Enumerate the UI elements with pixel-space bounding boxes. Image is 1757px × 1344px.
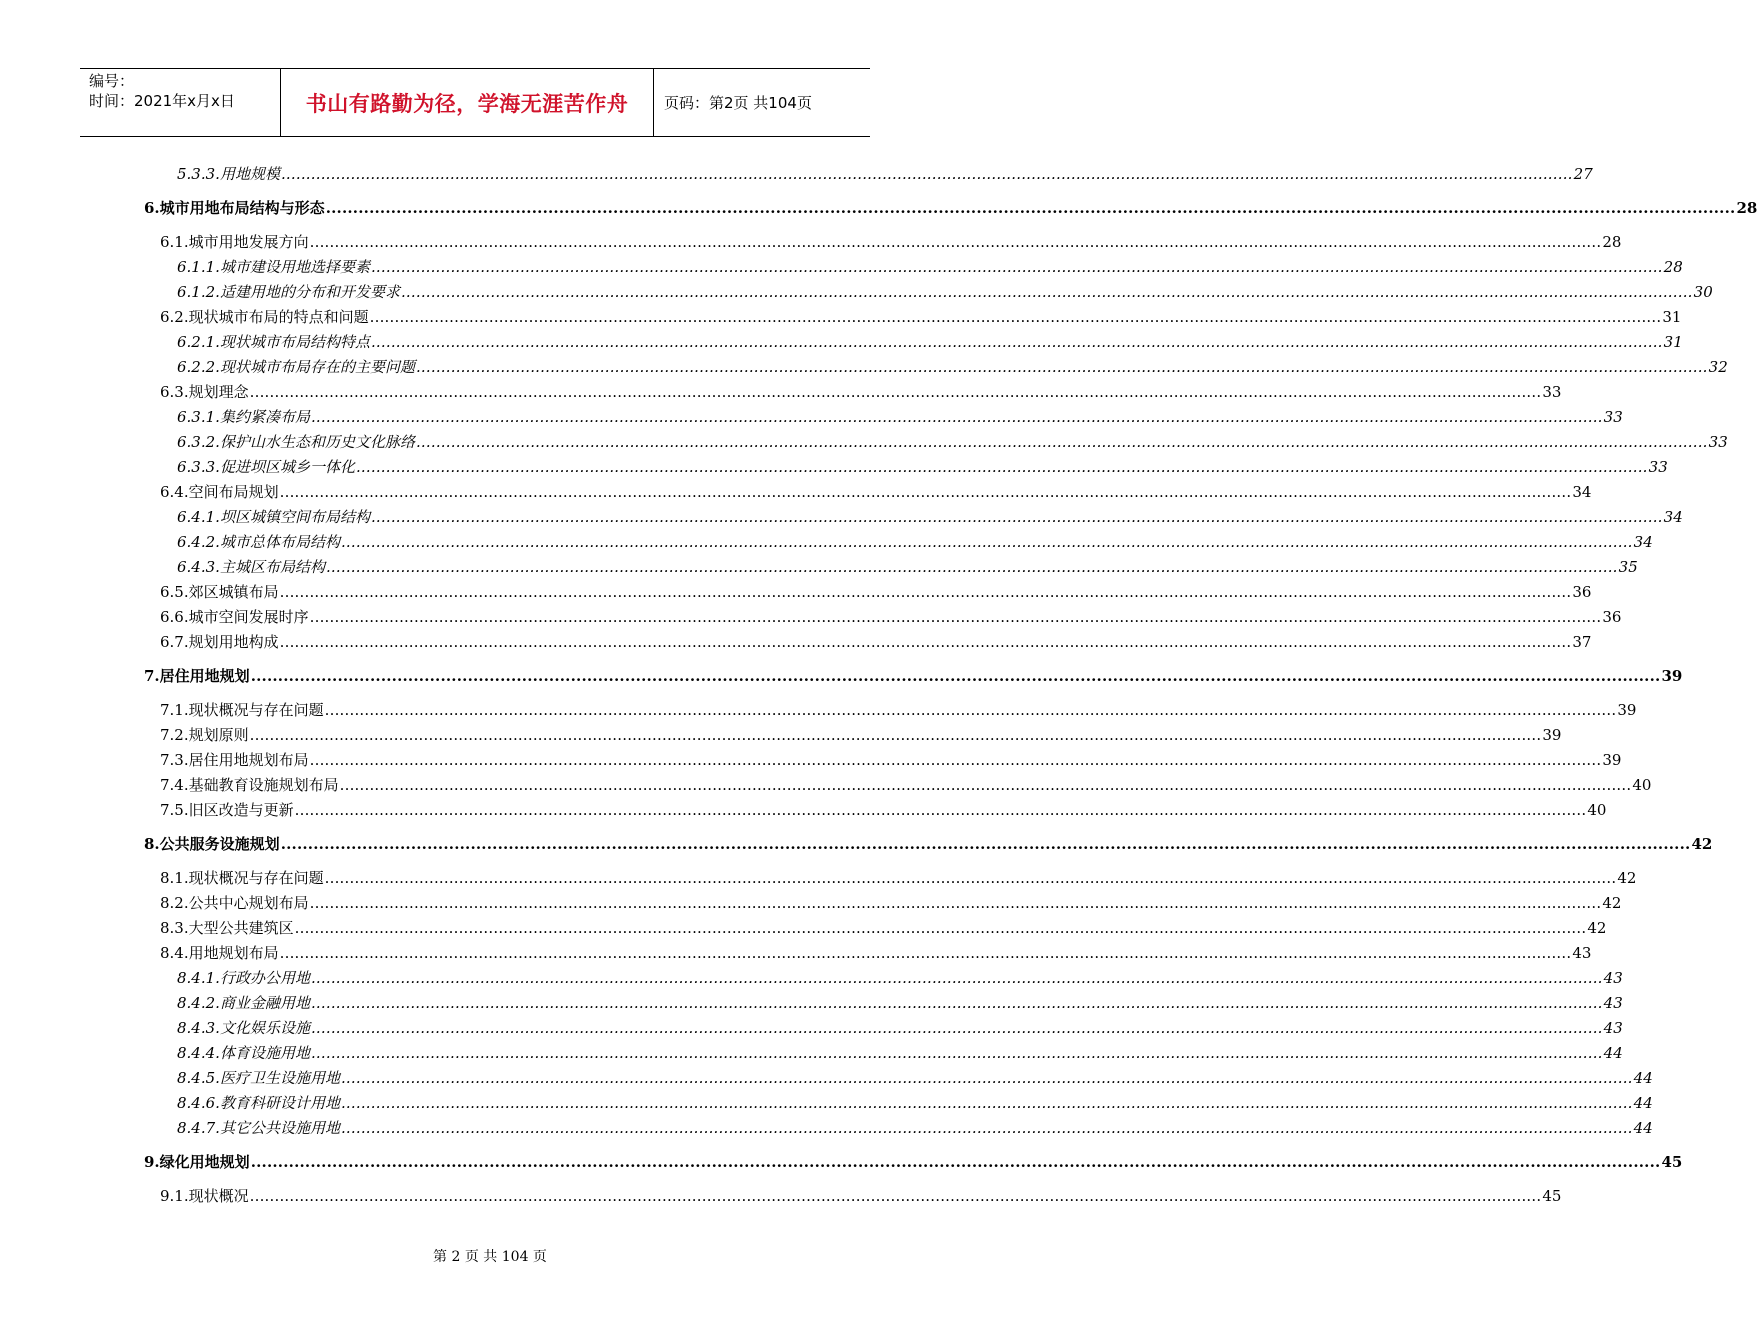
- toc-entry-number: 6.2.2.: [177, 358, 220, 376]
- toc-entry-level-3[interactable]: [177, 507, 1683, 527]
- toc-entry-number: 6.3.1.: [177, 408, 220, 426]
- toc-entry-level-3[interactable]: [177, 532, 1653, 552]
- toc-entry-page: 43: [1572, 944, 1592, 962]
- toc-entry-title: 大型公共建筑区: [188, 919, 294, 937]
- toc-dot-leader: ....................................................................................................................................................................................................................................................................: [324, 701, 1617, 719]
- toc-entry-number: 6.6.: [160, 608, 189, 626]
- toc-entry-level-3[interactable]: [177, 1018, 1623, 1038]
- toc-dot-leader: ....................................................................................................................................................................................................................................................................: [310, 408, 1603, 426]
- toc-entry-title: 郊区城镇布局: [188, 583, 279, 601]
- toc-dot-leader: ....................................................................................................................................................................................................................................................................: [310, 994, 1603, 1012]
- toc-entry-number: 7.2.: [160, 726, 189, 744]
- toc-entry-level-3[interactable]: [177, 993, 1623, 1013]
- toc-entry-number: 6.5.: [160, 583, 189, 601]
- toc-entry-title: 其它公共设施用地: [219, 1119, 340, 1137]
- toc-entry-title: 医疗卫生设施用地: [219, 1069, 340, 1087]
- toc-entry-number: 8.4.: [160, 944, 189, 962]
- toc-entry-level-2[interactable]: [160, 725, 1562, 745]
- toc-entry-title: 公共服务设施规划: [159, 835, 280, 853]
- toc-dot-leader: ....................................................................................................................................................................................................................................................................: [249, 383, 1542, 401]
- toc-dot-leader: ....................................................................................................................................................................................................................................................................: [294, 801, 1587, 819]
- toc-entry-level-3[interactable]: [177, 332, 1683, 352]
- toc-entry-number: 7.: [144, 667, 160, 685]
- toc-entry-number: 6.1.: [160, 233, 189, 251]
- toc-dot-leader: ....................................................................................................................................................................................................................................................................: [415, 433, 1708, 451]
- toc-entry-page: 42: [1587, 919, 1607, 937]
- toc-dot-leader: ....................................................................................................................................................................................................................................................................: [249, 1187, 1542, 1205]
- toc-entry-level-2[interactable]: [160, 382, 1562, 402]
- toc-dot-leader: ....................................................................................................................................................................................................................................................................: [340, 1119, 1633, 1137]
- toc-entry-page: 42: [1617, 869, 1637, 887]
- toc-dot-leader: ....................................................................................................................................................................................................................................................................: [370, 508, 1663, 526]
- toc-dot-leader: ....................................................................................................................................................................................................................................................................: [369, 308, 1662, 326]
- toc-dot-leader: ....................................................................................................................................................................................................................................................................: [340, 1069, 1633, 1087]
- toc-entry-title: 现状城市布局存在的主要问题: [219, 358, 415, 376]
- toc-dot-leader: ....................................................................................................................................................................................................................................................................: [310, 969, 1603, 987]
- toc-entry-title: 用地规划布局: [188, 944, 279, 962]
- toc-entry-number: 8.1.: [160, 869, 189, 887]
- toc-entry-level-2[interactable]: [160, 893, 1622, 913]
- toc-entry-page: 39: [1542, 726, 1562, 744]
- toc-entry-number: 7.5.: [160, 801, 189, 819]
- toc-dot-leader: ....................................................................................................................................................................................................................................................................: [310, 1044, 1603, 1062]
- toc-entry-page: 42: [1602, 894, 1622, 912]
- toc-entry-page: 28: [1602, 233, 1622, 251]
- toc-entry-title: 文化娱乐设施: [219, 1019, 310, 1037]
- toc-entry-page: 27: [1573, 165, 1593, 183]
- toc-entry-title: 行政办公用地: [219, 969, 310, 987]
- toc-entry-number: 6.4.3.: [177, 558, 220, 576]
- toc-dot-leader: ....................................................................................................................................................................................................................................................................: [355, 458, 1648, 476]
- toc-entry-page: 44: [1633, 1094, 1653, 1112]
- toc-entry-level-3[interactable]: [177, 1043, 1623, 1063]
- toc-entry-number: 8.: [144, 835, 160, 853]
- toc-entry-page: 36: [1602, 608, 1622, 626]
- toc-entry-number: 6.3.3.: [177, 458, 220, 476]
- toc-entry-number: 8.4.1.: [177, 969, 220, 987]
- toc-entry-page: 45: [1542, 1187, 1562, 1205]
- toc-dot-leader: ....................................................................................................................................................................................................................................................................: [279, 483, 1572, 501]
- toc-entry-page: 34: [1633, 533, 1653, 551]
- toc-dot-leader: ....................................................................................................................................................................................................................................................................: [324, 869, 1617, 887]
- toc-entry-level-3[interactable]: [177, 1118, 1653, 1138]
- toc-dot-leader: ....................................................................................................................................................................................................................................................................: [249, 726, 1542, 744]
- toc-entry-page: 35: [1618, 558, 1638, 576]
- toc-entry-number: 8.2.: [160, 894, 189, 912]
- toc-entry-number: 6.4.: [160, 483, 189, 501]
- toc-entry-number: 6.1.2.: [177, 283, 220, 301]
- toc-entry-number: 8.4.3.: [177, 1019, 220, 1037]
- toc-dot-leader: ....................................................................................................................................................................................................................................................................: [325, 558, 1618, 576]
- toc-entry-level-3[interactable]: [177, 457, 1668, 477]
- toc-entry-title: 适建用地的分布和开发要求: [219, 283, 400, 301]
- toc-entry-title: 旧区改造与更新: [188, 801, 294, 819]
- toc-entry-title: 保护山水生态和历史文化脉络: [219, 433, 415, 451]
- toc-entry-number: 6.4.2.: [177, 533, 220, 551]
- toc-entry-title: 规划原则: [188, 726, 249, 744]
- toc-entry-title: 现状城市布局结构特点: [219, 333, 370, 351]
- toc-entry-number: 8.4.5.: [177, 1069, 220, 1087]
- toc-entry-title: 城市用地布局结构与形态: [159, 199, 325, 217]
- toc-entry-number: 7.4.: [160, 776, 189, 794]
- toc-dot-leader: ....................................................................................................................................................................................................................................................................: [370, 333, 1663, 351]
- toc-entry-page: 33: [1542, 383, 1562, 401]
- toc-dot-leader: ....................................................................................................................................................................................................................................................................: [339, 776, 1632, 794]
- toc-entry-number: 8.3.: [160, 919, 189, 937]
- toc-entry-page: 44: [1603, 1044, 1623, 1062]
- toc-entry-level-3[interactable]: [177, 164, 1593, 184]
- toc-dot-leader: ....................................................................................................................................................................................................................................................................: [340, 1094, 1633, 1112]
- toc-entry-level-3[interactable]: [177, 557, 1638, 577]
- toc-entry-level-2[interactable]: [160, 868, 1637, 888]
- toc-dot-leader: ....................................................................................................................................................................................................................................................................: [400, 283, 1693, 301]
- toc-entry-level-1[interactable]: [144, 834, 1713, 854]
- toc-entry-title: 城市总体布局结构: [219, 533, 340, 551]
- toc-dot-leader: ....................................................................................................................................................................................................................................................................: [250, 1153, 1661, 1171]
- toc-entry-page: 43: [1603, 1019, 1623, 1037]
- toc-entry-page: 40: [1632, 776, 1652, 794]
- toc-entry-title: 体育设施用地: [219, 1044, 310, 1062]
- toc-entry-number: 8.4.6.: [177, 1094, 220, 1112]
- toc-entry-page: 30: [1693, 283, 1713, 301]
- toc-entry-level-2[interactable]: [160, 307, 1682, 327]
- toc-entry-title: 城市用地发展方向: [188, 233, 309, 251]
- header-meta: [80, 69, 281, 136]
- toc-dot-leader: ....................................................................................................................................................................................................................................................................: [279, 633, 1572, 651]
- toc-entry-title: 居住用地规划布局: [188, 751, 309, 769]
- toc-entry-page: 33: [1648, 458, 1668, 476]
- toc-entry-level-2[interactable]: [160, 607, 1622, 627]
- toc-dot-leader: ....................................................................................................................................................................................................................................................................: [370, 258, 1663, 276]
- toc-dot-leader: ....................................................................................................................................................................................................................................................................: [310, 1019, 1603, 1037]
- toc-entry-title: 规划用地构成: [188, 633, 279, 651]
- toc-entry-title: 绿化用地规划: [159, 1153, 250, 1171]
- toc-entry-title: 公共中心规划布局: [188, 894, 309, 912]
- toc-entry-page: 33: [1708, 433, 1728, 451]
- toc-entry-title: 基础教育设施规划布局: [188, 776, 339, 794]
- toc-entry-page: 43: [1603, 994, 1623, 1012]
- toc-dot-leader: ....................................................................................................................................................................................................................................................................: [309, 894, 1602, 912]
- toc-entry-level-2[interactable]: [160, 775, 1652, 795]
- toc-entry-level-2[interactable]: [160, 700, 1637, 720]
- toc-entry-page: 31: [1663, 333, 1683, 351]
- toc-entry-level-1[interactable]: [144, 198, 1757, 218]
- header-motto: 书山有路勤为径，学海无涯苦作舟: [281, 69, 654, 136]
- toc-entry-title: 用地规模: [219, 165, 280, 183]
- toc-entry-level-3[interactable]: [177, 257, 1683, 277]
- toc-entry-level-2[interactable]: [160, 632, 1592, 652]
- toc-dot-leader: ....................................................................................................................................................................................................................................................................: [294, 919, 1587, 937]
- toc-entry-page: 31: [1662, 308, 1682, 326]
- toc-entry-number: 6.2.1.: [177, 333, 220, 351]
- toc-entry-title: 空间布局规划: [188, 483, 279, 501]
- toc-dot-leader: ....................................................................................................................................................................................................................................................................: [325, 199, 1736, 217]
- toc-dot-leader: ....................................................................................................................................................................................................................................................................: [309, 608, 1602, 626]
- toc-entry-level-3[interactable]: [177, 407, 1623, 427]
- toc-dot-leader: ....................................................................................................................................................................................................................................................................: [309, 751, 1602, 769]
- toc-entry-number: 6.4.1.: [177, 508, 220, 526]
- toc-entry-title: 坝区城镇空间布局结构: [219, 508, 370, 526]
- toc-entry-number: 6.7.: [160, 633, 189, 651]
- toc-entry-level-2[interactable]: [160, 800, 1607, 820]
- toc-entry-number: 7.3.: [160, 751, 189, 769]
- toc-entry-level-1[interactable]: [144, 666, 1683, 686]
- toc-entry-title: 城市建设用地选择要素: [219, 258, 370, 276]
- toc-entry-number: 8.4.7.: [177, 1119, 220, 1137]
- toc-dot-leader: ....................................................................................................................................................................................................................................................................: [279, 944, 1572, 962]
- toc-entry-title: 主城区布局结构: [219, 558, 325, 576]
- toc-entry-title: 现状概况与存在问题: [188, 701, 324, 719]
- toc-dot-leader: ....................................................................................................................................................................................................................................................................: [415, 358, 1708, 376]
- toc-entry-page: 44: [1633, 1119, 1653, 1137]
- toc-entry-title: 现状概况与存在问题: [188, 869, 324, 887]
- toc-entry-title: 商业金融用地: [219, 994, 310, 1012]
- toc-entry-number: 6.2.: [160, 308, 189, 326]
- toc-entry-title: 促进坝区城乡一体化: [219, 458, 355, 476]
- toc-entry-page: 44: [1633, 1069, 1653, 1087]
- time-label: 时间：2021年x月x日: [89, 92, 235, 110]
- toc-entry-page: 39: [1602, 751, 1622, 769]
- toc-entry-title: 城市空间发展时序: [188, 608, 309, 626]
- toc-dot-leader: ....................................................................................................................................................................................................................................................................: [279, 583, 1572, 601]
- header-page-info: 页码：第2页 共104页: [664, 94, 812, 112]
- toc-entry-page: 34: [1572, 483, 1592, 501]
- toc-entry-level-2[interactable]: [160, 482, 1592, 502]
- toc-dot-leader: ....................................................................................................................................................................................................................................................................: [280, 165, 1573, 183]
- toc-entry-page: 43: [1603, 969, 1623, 987]
- toc-entry-level-2[interactable]: [160, 943, 1592, 963]
- toc-entry-level-2[interactable]: [160, 750, 1622, 770]
- toc-entry-number: 6.: [144, 199, 160, 217]
- toc-dot-leader: ....................................................................................................................................................................................................................................................................: [309, 233, 1602, 251]
- toc-entry-number: 8.4.2.: [177, 994, 220, 1012]
- toc-dot-leader: ....................................................................................................................................................................................................................................................................: [250, 667, 1661, 685]
- toc-entry-number: 5.3.3.: [177, 165, 220, 183]
- toc-entry-number: 8.4.4.: [177, 1044, 220, 1062]
- toc-entry-page: 42: [1691, 835, 1713, 853]
- page-header: [80, 68, 870, 137]
- toc-entry-level-2[interactable]: [160, 1186, 1562, 1206]
- toc-dot-leader: ....................................................................................................................................................................................................................................................................: [340, 533, 1633, 551]
- toc-entry-title: 教育科研设计用地: [219, 1094, 340, 1112]
- toc-entry-page: 28: [1736, 199, 1757, 217]
- toc-entry-page: 39: [1661, 667, 1683, 685]
- toc-entry-page: 36: [1572, 583, 1592, 601]
- toc-entry-title: 集约紧凑布局: [219, 408, 310, 426]
- toc-entry-page: 34: [1663, 508, 1683, 526]
- toc-entry-level-3[interactable]: [177, 968, 1623, 988]
- toc-entry-number: 9.: [144, 1153, 160, 1171]
- toc-entry-title: 居住用地规划: [159, 667, 250, 685]
- toc-entry-page: 39: [1617, 701, 1637, 719]
- toc-entry-page: 40: [1587, 801, 1607, 819]
- toc-entry-page: 32: [1708, 358, 1728, 376]
- toc-dot-leader: ....................................................................................................................................................................................................................................................................: [280, 835, 1691, 853]
- toc-entry-level-3[interactable]: [177, 357, 1728, 377]
- toc-entry-number: 9.1.: [160, 1187, 189, 1205]
- toc-entry-level-1[interactable]: [144, 1152, 1683, 1172]
- toc-entry-page: 37: [1572, 633, 1592, 651]
- toc-entry-level-3[interactable]: [177, 1093, 1653, 1113]
- toc-entry-level-3[interactable]: [177, 1068, 1653, 1088]
- toc-entry-title: 现状城市布局的特点和问题: [188, 308, 369, 326]
- toc-entry-number: 6.3.2.: [177, 433, 220, 451]
- toc-entry-level-3[interactable]: [177, 432, 1728, 452]
- toc-entry-title: 现状概况: [188, 1187, 249, 1205]
- toc-entry-number: 6.3.: [160, 383, 189, 401]
- number-label: 编号：: [89, 72, 135, 90]
- toc-entry-level-3[interactable]: [177, 282, 1713, 302]
- toc-entry-page: 45: [1661, 1153, 1683, 1171]
- toc-entry-number: 6.1.1.: [177, 258, 220, 276]
- page-footer: 第 2 页 共 104 页: [433, 1249, 547, 1265]
- toc-entry-level-2[interactable]: [160, 918, 1607, 938]
- toc-entry-title: 规划理念: [188, 383, 249, 401]
- toc-entry-number: 7.1.: [160, 701, 189, 719]
- toc-entry-level-2[interactable]: [160, 232, 1622, 252]
- toc-entry-page: 28: [1663, 258, 1683, 276]
- toc-entry-page: 33: [1603, 408, 1623, 426]
- toc-entry-level-2[interactable]: [160, 582, 1592, 602]
